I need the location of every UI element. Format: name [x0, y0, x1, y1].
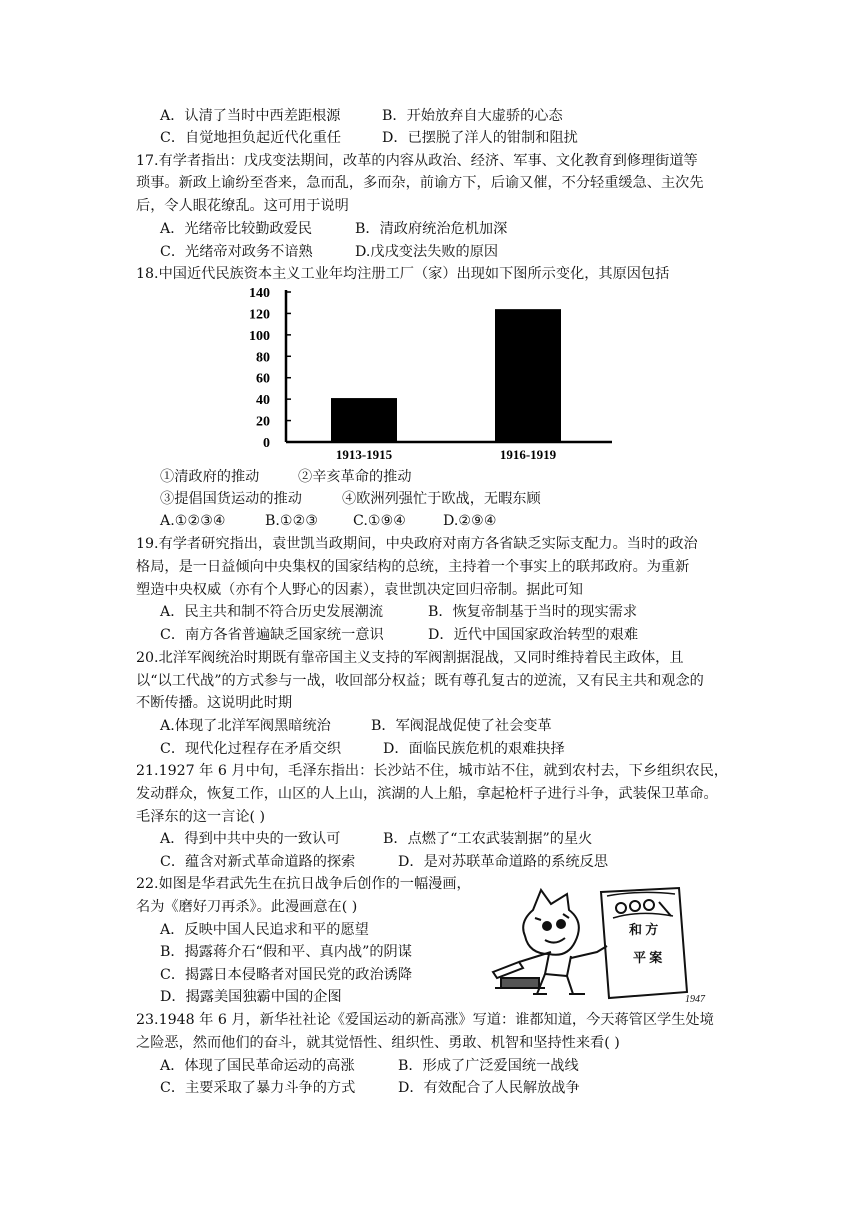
y-tick-label: 100 — [249, 328, 270, 344]
q21-option-b: B．点燃了“工农武装割据”的星火 — [383, 831, 593, 847]
q22-option-a: A．反映中国人民追求和平的愿望 — [160, 922, 369, 938]
y-tick-label: 20 — [256, 414, 270, 430]
cartoon-sign — [601, 888, 687, 998]
y-tick-label: 60 — [256, 371, 270, 387]
q16-option-d: D．已摆脱了洋人的钳制和阻扰 — [382, 130, 578, 146]
q18-item-1: ①清政府的推动 — [160, 469, 260, 485]
q23-option-c: C．主要采取了暴力斗争的方式 — [160, 1080, 356, 1096]
q20-stem-line2: 以“以工代战”的方式参与一战，收回部分权益；既有尊孔复古的逆流，又有民主共和观念的 — [136, 673, 704, 689]
bar-chart — [240, 284, 640, 464]
y-tick-label: 0 — [263, 436, 270, 451]
q20-option-d: D．面临民族危机的艰难抉择 — [383, 741, 565, 757]
q19-stem-line1: 19.有学者研究指出，袁世凯当政期间，中央政府对南方各省缺乏实际支配力。当时的政治 — [136, 536, 698, 552]
q19-stem-line3: 塑造中央权威（亦有个人野心的因素），袁世凯决定回归帝制。据此可知 — [136, 582, 583, 598]
x-tick-label: 1913-1915 — [335, 447, 393, 462]
cartoon-sign-text-bottom: 平 案 — [633, 950, 663, 965]
q20-option-a: A.体现了北洋军阀黑暗统治 — [160, 718, 331, 734]
q17-option-d: D.戊戌变法失败的原因 — [355, 244, 499, 260]
q20-option-c: C．现代化过程存在矛盾交织 — [160, 741, 342, 757]
q17-stem-line1: 17.有学者指出：戊戌变法期间，改革的内容从政治、经济、军事、文化教育到修理街道等 — [136, 153, 698, 169]
q22-stem-line2: 名为《磨好刀再杀》。此漫画意在( ) — [136, 899, 358, 915]
q21-stem-line3: 毛泽东的这一言论( ) — [136, 809, 266, 825]
q18-item-4: ④欧洲列强忙于欧战，无暇东顾 — [342, 491, 541, 507]
cartoon-sign-text-top: 和 方 — [629, 922, 659, 937]
q20-stem-line1: 20.北洋军阀统治时期既有靠帝国主义支持的军阀割据混战，又同时维持着民主政体，且 — [136, 650, 684, 666]
cartoon-illustration — [489, 882, 734, 1004]
q19-stem-line2: 格局，是一日益倾向中央集权的国家结构的总统，主持着一个事实上的联邦政府。为重新 — [136, 559, 690, 575]
q21-option-c: C．蕴含对新式革命道路的探索 — [160, 854, 356, 870]
x-tick-label: 1916-1919 — [499, 447, 557, 462]
q16-option-c: C．自觉地担负起近代化重任 — [160, 130, 342, 146]
q20-option-b: B．军阀混战促使了社会变革 — [371, 718, 552, 734]
q19-option-d: D．近代中国国家政治转型的艰难 — [428, 627, 639, 643]
q18-item-2: ②辛亥革命的推动 — [298, 469, 412, 485]
y-tick-label: 80 — [256, 350, 270, 366]
cartoon-year: 1947 — [685, 994, 705, 1004]
q18-option-d: D.②⑨④ — [443, 513, 497, 529]
q21-stem-line1: 21.1927 年 6 月中旬，毛泽东指出：长沙站不住，城市站不住，就到农村去，下乡组织农民， — [136, 763, 728, 779]
q18-item-3: ③提倡国货运动的推动 — [160, 491, 302, 507]
q21-option-d: D．是对苏联革命道路的系统反思 — [398, 854, 609, 870]
bar — [331, 398, 397, 442]
q17-option-a: A．光绪帝比较勤政爱民 — [160, 221, 313, 237]
q20-stem-line3: 不断传播。这说明此时期 — [136, 695, 293, 711]
q21-option-a: A．得到中共中央的一致认可 — [160, 831, 341, 847]
y-tick-label: 40 — [256, 393, 270, 409]
q23-option-a: A．体现了国民革命运动的高涨 — [160, 1058, 355, 1074]
q23-option-b: B．形成了广泛爱国统一战线 — [398, 1058, 579, 1074]
q17-stem-line3: 后，令人眼花缭乱。这可用于说明 — [136, 198, 349, 214]
q18-stem: 18.中国近代民族资本主义工业年均注册工厂（家）出现如下图所示变化，其原因包括 — [136, 266, 670, 282]
q18-option-c: C.①⑨④ — [353, 513, 407, 529]
q21-stem-line2: 发动群众，恢复工作，山区的人上山，滨湖的人上船，拿起枪杆子进行斗争，武装保卫革命。 — [136, 786, 718, 802]
bar — [495, 309, 561, 442]
q19-option-a: A．民主共和制不符合历史发展潮流 — [160, 604, 384, 620]
q19-option-b: B．恢复帝制基于当时的现实需求 — [428, 604, 638, 620]
q23-stem-line2: 之险恶，然而他们的奋斗，就其觉悟性、组织性、勇敢、机智和坚持性来看( ) — [136, 1035, 620, 1051]
q17-option-b: B．清政府统治危机加深 — [355, 221, 508, 237]
q23-option-d: D．有效配合了人民解放战争 — [398, 1080, 580, 1096]
q18-option-b: B.①②③ — [265, 513, 319, 529]
q22-option-c: C．揭露日本侵略者对国民党的政治诱降 — [160, 967, 413, 983]
q23-stem-line1: 23.1948 年 6 月，新华社社论《爱国运动的新高涨》写道：谁都知道，今天蒋管区学生处境 — [136, 1012, 714, 1028]
q18-option-a: A.①②③④ — [160, 513, 226, 529]
q22-option-b: B．揭露蒋介石“假和平、真内战”的阴谋 — [160, 944, 412, 960]
q19-option-c: C．南方各省普遍缺乏国家统一意识 — [160, 627, 384, 643]
q16-option-b: B．开始放弃自大虚骄的心态 — [382, 108, 563, 124]
q22-stem-line1: 22.如图是华君武先生在抗日战争后创作的一幅漫画， — [136, 876, 471, 892]
q16-option-a: A．认清了当时中西差距根源 — [160, 108, 341, 124]
y-tick-label: 120 — [249, 307, 270, 323]
q22-option-d: D．揭露美国独霸中国的企图 — [160, 989, 342, 1005]
q17-option-c: C．光绪帝对政务不谙熟 — [160, 244, 313, 260]
y-tick-label: 140 — [249, 286, 270, 301]
q17-stem-line2: 琐事。新政上谕纷至沓来，急而乱，多而杂，前谕方下，后谕又催，不分轻重缓急、主次先 — [136, 175, 704, 191]
